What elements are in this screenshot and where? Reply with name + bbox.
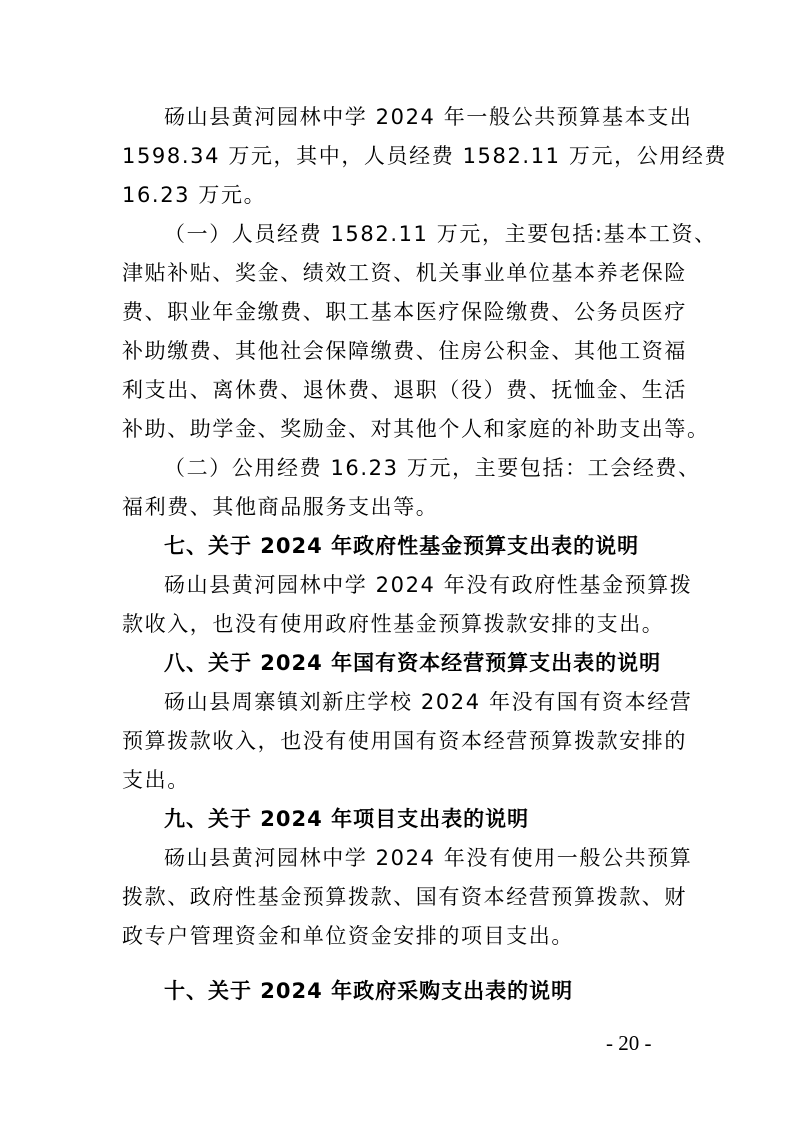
section-heading: 八、关于 2024 年国有资本经营预算支出表的说明 (164, 651, 662, 675)
page-number: - 20 - (606, 1031, 652, 1055)
text-line: 补助、助学金、奖励金、对其他个人和家庭的补助支出等。 (122, 417, 710, 441)
text-line: 1598.34 万元，其中，人员经费 1582.11 万元，公用经费 (122, 144, 728, 168)
section-heading: 七、关于 2024 年政府性基金预算支出表的说明 (164, 534, 640, 558)
text-line: 砀山县黄河园林中学 2024 年一般公共预算基本支出 (164, 105, 693, 129)
text-line: 拨款、政府性基金预算拨款、国有资本经营预算拨款、财 (122, 885, 687, 909)
text-line: 补助缴费、其他社会保障缴费、住房公积金、其他工资福 (122, 339, 687, 363)
text-line: （一）人员经费 1582.11 万元，主要包括:基本工资、 (164, 222, 717, 246)
text-line: 费、职业年金缴费、职工基本医疗保险缴费、公务员医疗 (122, 300, 687, 324)
text-line: 政专户管理资金和单位资金安排的项目支出。 (122, 924, 574, 948)
text-line: 款收入，也没有使用政府性基金预算拨款安排的支出。 (122, 612, 665, 636)
text-line: 砀山县周寨镇刘新庄学校 2024 年没有国有资本经营 (164, 690, 693, 714)
section-heading: 九、关于 2024 年项目支出表的说明 (164, 807, 530, 831)
text-line: 砀山县黄河园林中学 2024 年没有使用一般公共预算 (164, 846, 693, 870)
text-line: 支出。 (122, 768, 190, 792)
text-line: 福利费、其他商品服务支出等。 (122, 495, 439, 519)
text-line: 预算拨款收入，也没有使用国有资本经营预算拨款安排的 (122, 729, 687, 753)
text-line: 津贴补贴、奖金、绩效工资、机关事业单位基本养老保险 (122, 261, 687, 285)
text-line: 砀山县黄河园林中学 2024 年没有政府性基金预算拨 (164, 573, 693, 597)
text-line: 16.23 万元。 (122, 183, 267, 207)
text-line: 利支出、离休费、退休费、退职（役）费、抚恤金、生活 (122, 378, 687, 402)
text-line: （二）公用经费 16.23 万元，主要包括：工会经费、 (164, 456, 701, 480)
section-heading: 十、关于 2024 年政府采购支出表的说明 (164, 979, 574, 1003)
